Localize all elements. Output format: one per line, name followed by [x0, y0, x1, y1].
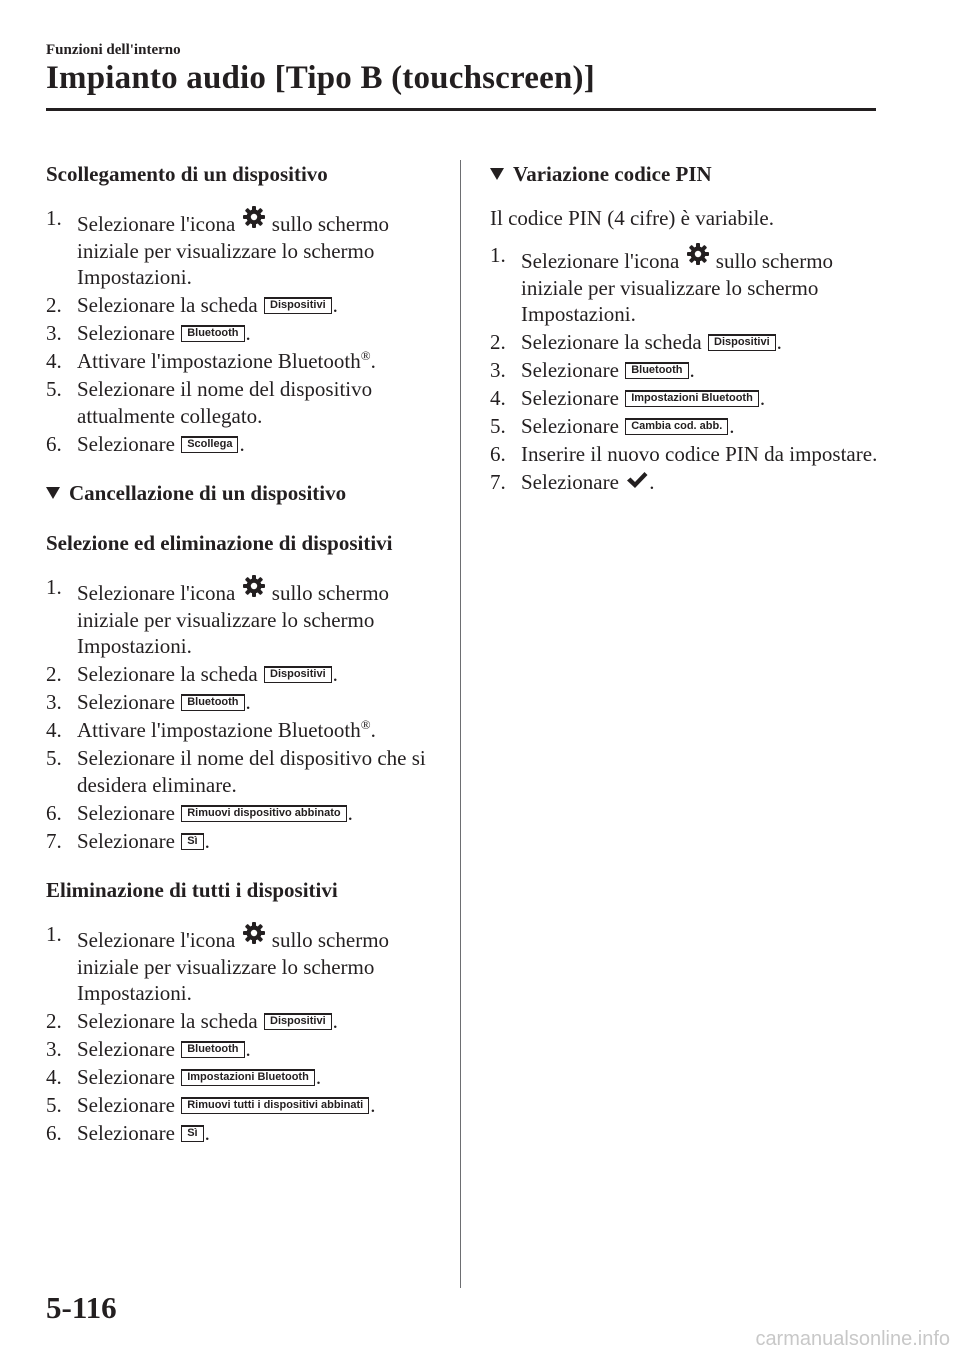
list-item: 6. Selezionare Scollega .	[46, 431, 245, 456]
cambia-cod-button: Cambia cod. abb.	[625, 418, 728, 435]
gear-icon	[242, 574, 266, 598]
si-button: Sì	[181, 1125, 203, 1142]
bluetooth-button: Bluetooth	[625, 362, 688, 379]
triangle-bullet-icon	[490, 168, 504, 180]
list-item: 7. Selezionare .	[490, 470, 655, 494]
delete-heading: Cancellazione di un dispositivo	[46, 479, 441, 507]
list-item: 3. Selezionare Bluetooth .	[46, 321, 251, 345]
triangle-bullet-icon	[46, 487, 60, 499]
impostazioni-bluetooth-button: Impostazioni Bluetooth	[625, 390, 759, 407]
list-item: 3. Selezionare Bluetooth .	[46, 1037, 251, 1061]
list-item: 5. Selezionare Rimuovi tutti i dispositivi abbinati .	[46, 1093, 376, 1117]
list-item: 3. Selezionare Bluetooth .	[490, 358, 695, 382]
page-title: Impianto audio [Tipo B (touchscreen)]	[46, 60, 595, 96]
delete-all-heading: Eliminazione di tutti i dispositivi	[46, 878, 338, 902]
rimuovi-dispositivo-button: Rimuovi dispositivo abbinato	[181, 805, 346, 822]
scollega-button: Scollega	[181, 436, 238, 453]
gear-icon	[242, 205, 266, 229]
list-item: 2. Selezionare la scheda Dispositivi .	[46, 1009, 338, 1033]
list-item: 7. Selezionare Sì .	[46, 828, 210, 853]
list-item: 1. Selezionare l'icona sullo schermo iniziale per visualizzare lo schermo Impostazioni.	[46, 575, 390, 658]
dispositivi-tab-button: Dispositivi	[264, 297, 332, 314]
delete-all-steps	[46, 921, 441, 1147]
pin-heading: Variazione codice PIN	[490, 160, 890, 188]
column-divider	[460, 160, 461, 1288]
list-item: 5. Selezionare Cambia cod. abb. .	[490, 414, 735, 438]
impostazioni-bluetooth-button: Impostazioni Bluetooth	[181, 1069, 315, 1086]
dispositivi-tab-button: Dispositivi	[264, 666, 332, 683]
rimuovi-tutti-button: Rimuovi tutti i dispositivi abbinati	[181, 1097, 369, 1114]
gear-icon	[686, 242, 710, 266]
pin-steps	[490, 242, 890, 496]
list-item: 4. Attivare l'impostazione Bluetooth®.	[46, 348, 376, 373]
list-item: 4. Selezionare Impostazioni Bluetooth .	[490, 386, 766, 410]
disconnect-heading: Scollegamento di un dispositivo	[46, 162, 328, 186]
select-delete-heading: Selezione ed eliminazione di dispositivi	[46, 531, 393, 555]
list-item: 2. Selezionare la scheda Dispositivi .	[490, 330, 782, 354]
list-item: 6. Selezionare Sì .	[46, 1121, 210, 1145]
left-column	[46, 160, 441, 1147]
bluetooth-button: Bluetooth	[181, 1041, 244, 1058]
pin-intro: Il codice PIN (4 cifre) è variabile.	[490, 206, 774, 230]
list-item: 1. Selezionare l'icona sullo schermo iniziale per visualizzare lo schermo Impostazioni.	[46, 922, 390, 1005]
gear-icon	[242, 921, 266, 945]
select-delete-steps	[46, 574, 441, 854]
disconnect-steps	[46, 205, 441, 457]
si-button: Sì	[181, 833, 203, 850]
dispositivi-tab-button: Dispositivi	[708, 334, 776, 351]
checkmark-icon	[625, 470, 649, 490]
list-item: 6. Selezionare Rimuovi dispositivo abbinato .	[46, 800, 353, 825]
list-item: 6. Inserire il nuovo codice PIN da impostare.	[490, 442, 878, 466]
right-column	[490, 160, 890, 496]
watermark: carmanualsonline.info	[755, 1328, 950, 1350]
list-item: 4. Selezionare Impostazioni Bluetooth .	[46, 1065, 322, 1089]
title-rule	[46, 108, 876, 111]
bluetooth-button: Bluetooth	[181, 325, 244, 342]
list-item: 5. Selezionare il nome del dispositivo che si desidera eliminare.	[46, 746, 426, 797]
page-number: 5-116	[46, 1290, 117, 1325]
chapter-label: Funzioni dell'interno	[46, 42, 181, 58]
list-item: 4. Attivare l'impostazione Bluetooth®.	[46, 717, 376, 742]
list-item: 1. Selezionare l'icona sullo schermo iniziale per visualizzare lo schermo Impostazioni.	[46, 206, 390, 289]
list-item: 2. Selezionare la scheda Dispositivi .	[46, 662, 338, 686]
dispositivi-tab-button: Dispositivi	[264, 1013, 332, 1030]
list-item: 2. Selezionare la scheda Dispositivi .	[46, 293, 338, 317]
list-item: 3. Selezionare Bluetooth .	[46, 690, 251, 714]
list-item: 1. Selezionare l'icona sullo schermo iniziale per visualizzare lo schermo Impostazioni.	[490, 243, 834, 326]
list-item: 5. Selezionare il nome del dispositivo attualmente collegato.	[46, 377, 373, 428]
bluetooth-button: Bluetooth	[181, 694, 244, 711]
